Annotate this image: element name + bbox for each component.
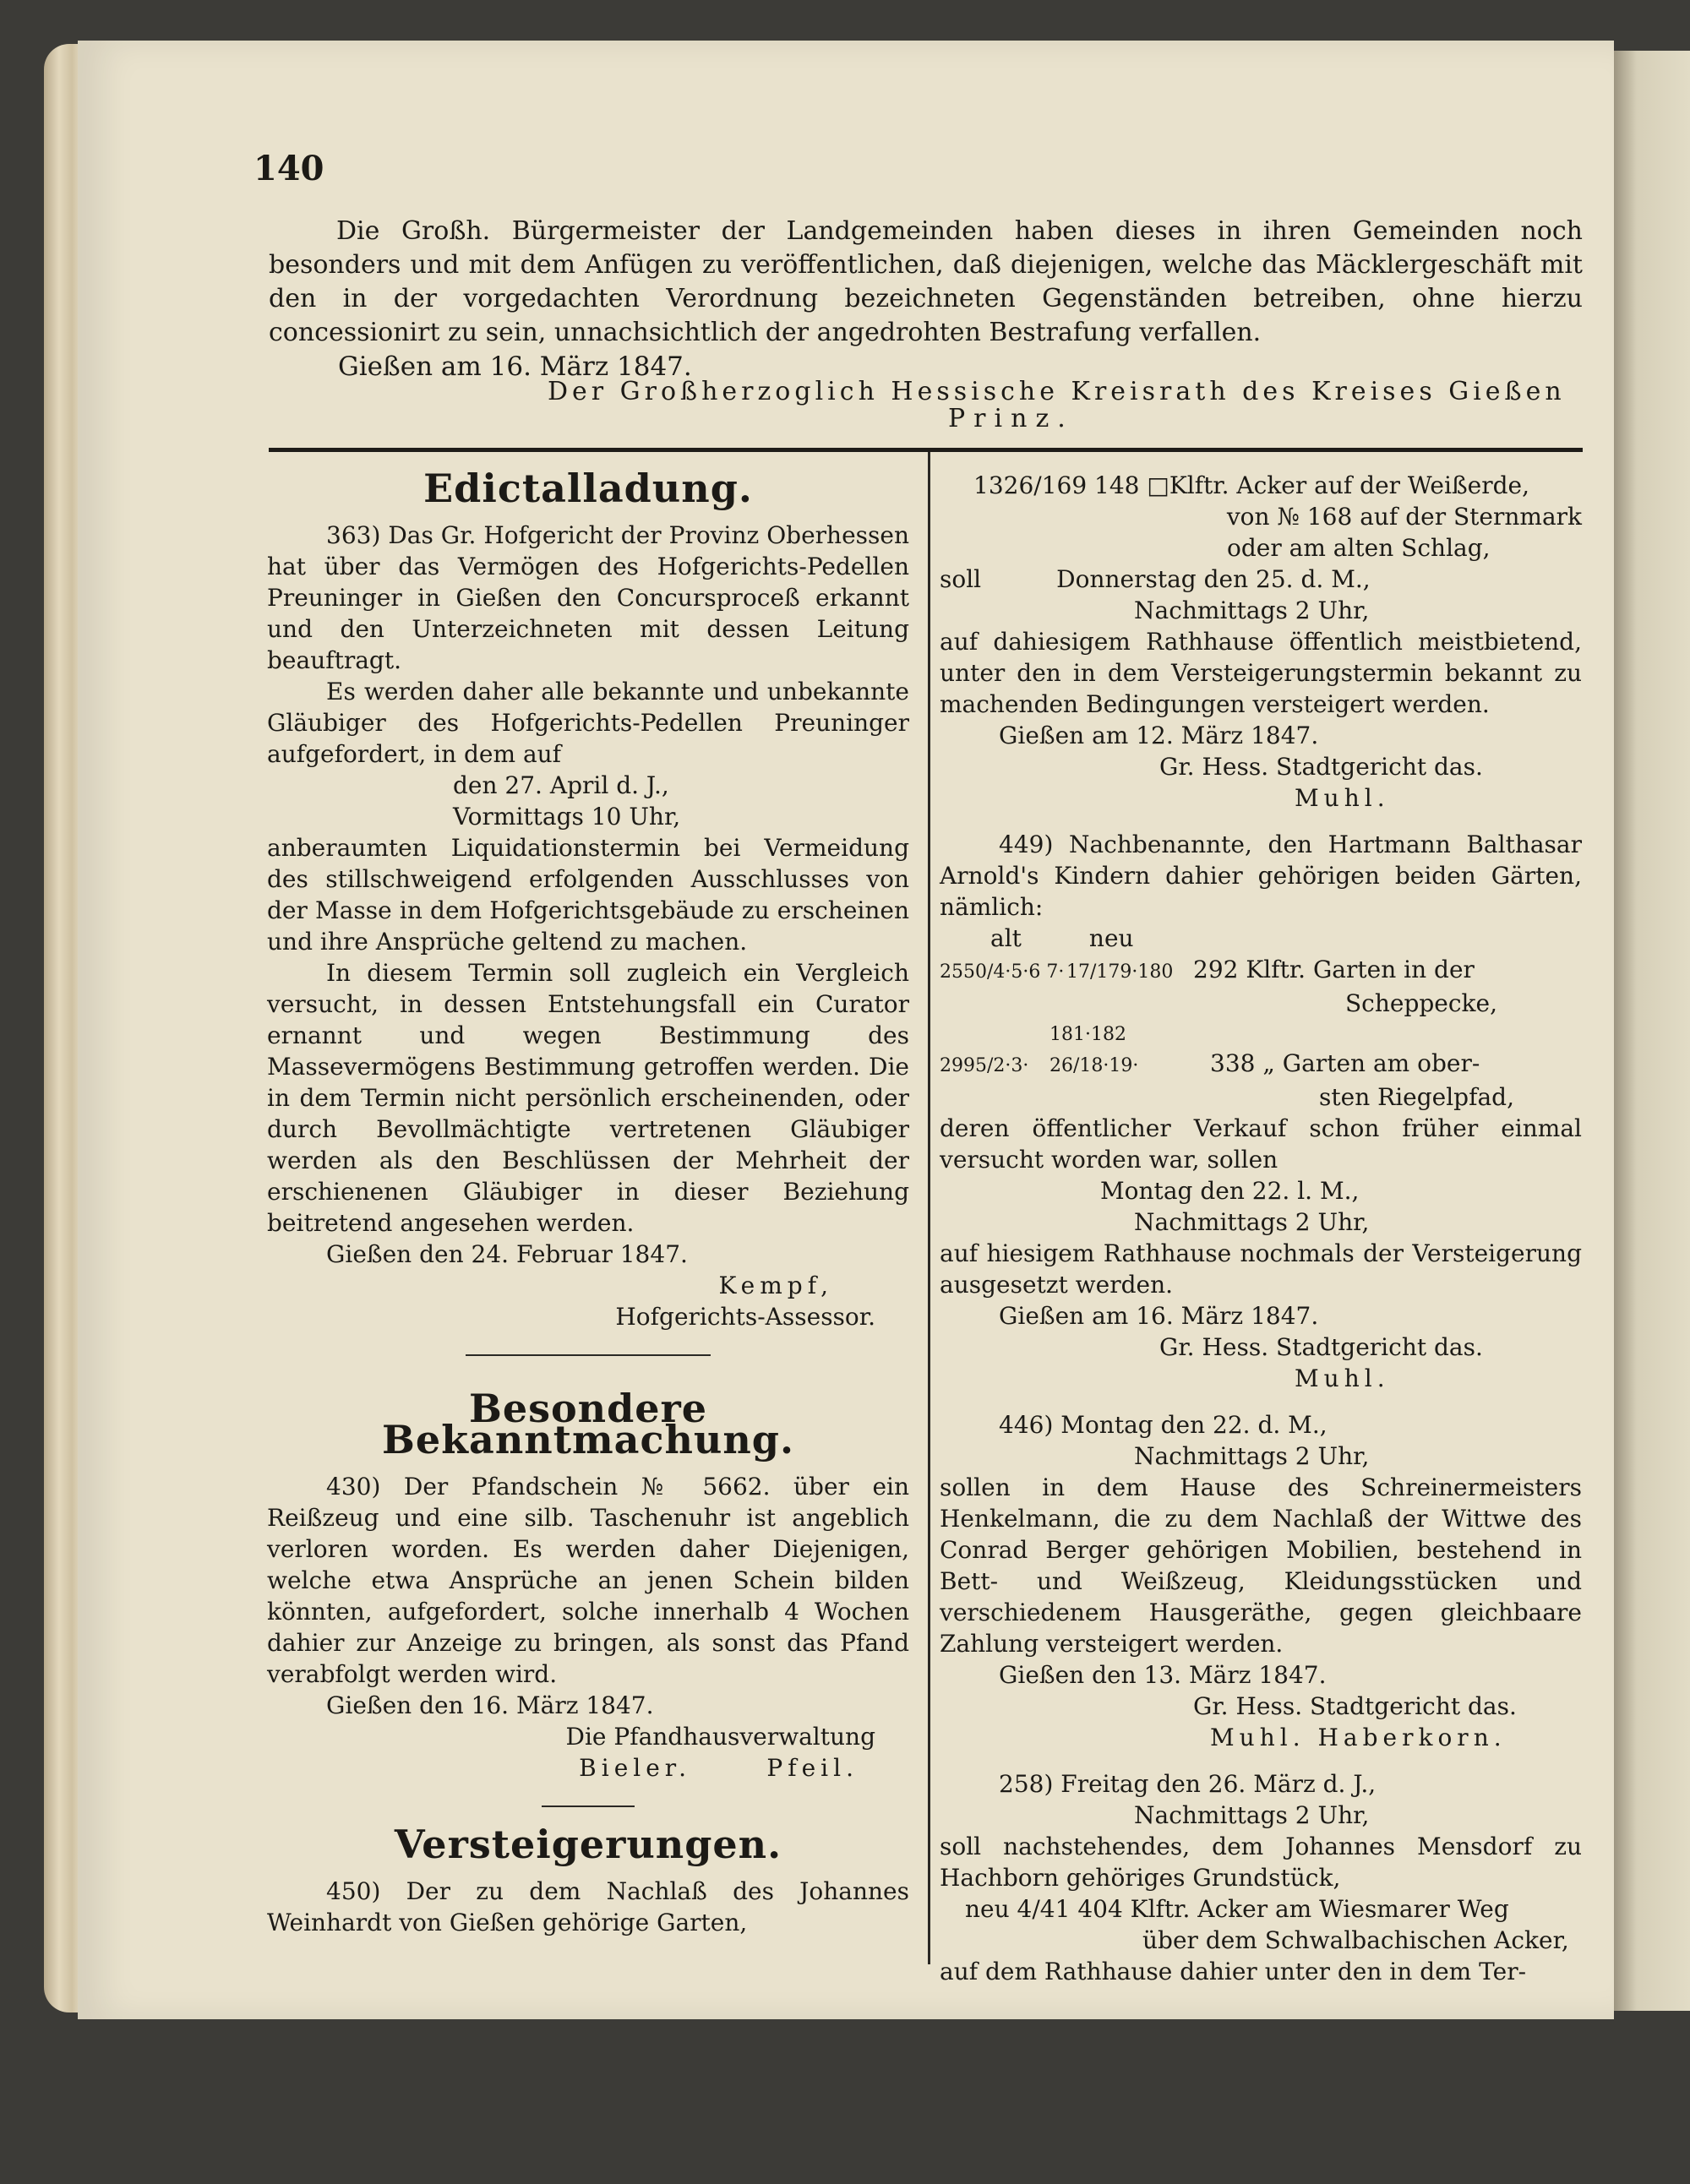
auction-signatory-name: Muhl. (1295, 784, 1390, 812)
notice-date: Gießen den 16. März 1847. (326, 1691, 654, 1719)
edict-paragraph-3: anberaumten Liquidationstermin bei Vermeidung des stillschweigend erfolgenden Ausschlusses von der Masse in dem Hofgerichtsgebäude zu erscheinen und ihre Ansprüche geltend zu machen. (267, 834, 909, 956)
auction-parcel-line: oder am alten Schlag, (1227, 534, 1491, 562)
notice-signatory-org: Die Pfandhausverwaltung (565, 1723, 875, 1751)
auction-time-line: Nachmittags 2 Uhr, (1134, 1208, 1370, 1236)
auction-time-line: Nachmittags 2 Uhr, (1134, 1801, 1370, 1829)
parcel-table-header (940, 923, 1582, 954)
auction-paragraph: auf dahiesigem Rathhause öffentlich meistbietend, unter den in dem Versteigerungstermin bekannt zu machenden Bedingungen versteigert werden. (940, 628, 1582, 718)
intro-paragraph: Die Großh. Bürgermeister der Landgemeinden haben dieses in ihren Gemeinden noch besonders und mit dem Anfügen zu veröffentlichen, daß diejenigen, welche das Mäcklergeschäft mit den in der vorgedachten Verordnung bezeichneten Gegenständen betreiben, ohne hierzu concessionirt zu sein, unnachsichtlich der angedrohten Bestrafung verfallen. (269, 216, 1583, 347)
page-edge-right (1614, 51, 1690, 2011)
auction-parcel-line: über dem Schwalbachischen Acker, (1142, 1926, 1569, 1954)
intro-date: Gießen am 16. März 1847. (338, 351, 692, 382)
auction-parcel-line: 1326/169 148 □Klftr. Acker auf der Weißerde, (973, 471, 1529, 499)
auction-parcel-line: neu 4/41 404 Klftr. Acker am Wiesmarer Weg (965, 1895, 1509, 1923)
auction-signatory-name: Muhl. (1295, 1364, 1390, 1392)
edict-heading: Edictalladung. (423, 466, 753, 511)
auction-paragraph: deren öffentlicher Verkauf schon früher einmal versucht worden war, sollen (940, 1114, 1582, 1174)
notice-heading: Besondere Bekanntmachung. (382, 1386, 794, 1462)
edict-date-line: den 27. April d. J., (453, 771, 669, 799)
parcel-description: 338 „ Garten am ober- (1210, 1049, 1480, 1077)
auction-date-line: 258) Freitag den 26. März d. J., (999, 1770, 1377, 1798)
notice-paragraph: 430) Der Pfandschein № 5662. über ein Reißzeug und eine silb. Taschenuhr ist angeblich verloren worden. Es werden daher Diejenigen, welche etwa Ansprüche an jenen Schein bilden könnten, aufgefordert, solche innerhalb 4 Wochen dahier zur Anzeige zu bringen, als sonst das Pfand verabfolgt werden wird. (267, 1473, 909, 1688)
intro-signature: Der Großherzoglich Hessische Kreisrath des Kreises Gießen (548, 377, 1566, 406)
auction-time-line: Nachmittags 2 Uhr, (1134, 596, 1370, 624)
auction-signature: Gr. Hess. Stadtgericht das. (1159, 1333, 1483, 1361)
parcel-old-number: 2550/4·5·6 7· (940, 961, 1065, 983)
auction-date: Gießen am 12. März 1847. (999, 722, 1319, 749)
intro-signatory-name: Prinz. (948, 404, 1074, 433)
auctions-heading: Versteigerungen. (394, 1822, 782, 1867)
column-neu: neu (1088, 924, 1134, 952)
parcel-description: 292 Klftr. Garten in der (1193, 956, 1475, 983)
column-divider (928, 452, 930, 1964)
right-column (940, 470, 1582, 1987)
auction-date: Gießen am 16. März 1847. (999, 1302, 1319, 1330)
auction-paragraph: sollen in dem Hause des Schreinermeisters Henkelmann, die zu dem Nachlaß der Wittwe des Conrad Berger gehörigen Mobilien, bestehend in Bett- und Weißzeug, Kleidungsstücken und verschiedenem Hausgeräthe, gegen gleichbaare Zahlung versteigert werden. (940, 1473, 1582, 1658)
auction-signature: Gr. Hess. Stadtgericht das. (1193, 1692, 1517, 1720)
auction-date-line: soll Donnerstag den 25. d. M., (940, 565, 1371, 593)
auction-paragraph: soll nachstehendes, dem Johannes Mensdorf zu Hachborn gehöriges Grundstück, (940, 1833, 1582, 1892)
parcel-new-number: 181·182 26/18·19· (1049, 1024, 1139, 1076)
auction-date: Gießen den 13. März 1847. (999, 1661, 1327, 1689)
edict-paragraph-2: Es werden daher alle bekannte und unbekannte Gläubiger des Hofgerichts-Pedellen Preuninger aufgefordert, in dem auf (267, 678, 909, 768)
edict-time-line: Vormittags 10 Uhr, (453, 803, 681, 831)
notice-signatory-names: Bieler. Pfeil. (579, 1754, 859, 1782)
auction-time-line: Nachmittags 2 Uhr, (1134, 1442, 1370, 1470)
auction-parcel-line: von № 168 auf der Sternmark (1226, 503, 1582, 531)
page-number: 140 (254, 149, 324, 188)
auction-date-line: Montag den 22. l. M., (1100, 1177, 1360, 1205)
auction-signature: Gr. Hess. Stadtgericht das. (1159, 753, 1483, 781)
parcel-row (940, 954, 1582, 988)
column-alt: alt (990, 924, 1022, 952)
parcel-new-number: 17/179·180 (1066, 961, 1174, 983)
edict-paragraph-1: 363) Das Gr. Hofgericht der Provinz Oberhessen hat über das Vermögen des Hofgerichts-Pedellen Preuninger in Gießen den Concursproceß erkannt und den Unterzeichneten mit dessen Leitung beauftragt. (267, 521, 909, 674)
parcel-description-cont: Scheppecke, (1344, 989, 1497, 1017)
edict-date: Gießen den 24. Februar 1847. (326, 1240, 688, 1268)
auction-paragraph-cont: auf dem Rathhause dahier unter den in dem Ter- (940, 1958, 1527, 1985)
edict-paragraph-4: In diesem Termin soll zugleich ein Vergleich versucht, in dessen Entstehungsfall ein Curator ernannt und wegen Bestimmung des Massevermögens Bestimmung getroffen werden. Die in dem Termin nicht persönlich erscheinenden, oder durch Bevollmächtigte vertretenen Gläubiger werden als den Beschlüssen der Mehrheit der erschienenen Gläubiger in dieser Beziehung beitretend angesehen werden. (267, 959, 909, 1237)
auction-450-paragraph: 450) Der zu dem Nachlaß des Johannes Weinhardt von Gießen gehörige Garten, (267, 1877, 909, 1936)
left-column (267, 466, 909, 1938)
auction-449-paragraph: 449) Nachbenannte, den Hartmann Balthasar Arnold's Kindern dahier gehörigen beiden Gärten, nämlich: (940, 831, 1582, 921)
parcel-description-cont: sten Riegelpfad, (1319, 1083, 1514, 1111)
parcel-row (940, 1019, 1582, 1081)
parcel-old-number: 2995/2·3· (940, 1055, 1029, 1076)
header-rule (269, 448, 1583, 452)
auction-signatory-names: Muhl. Haberkorn. (1210, 1724, 1507, 1751)
auction-paragraph: auf hiesigem Rathhause nochmals der Versteigerung ausgesetzt werden. (940, 1239, 1582, 1299)
auction-date-line: 446) Montag den 22. d. M., (999, 1411, 1327, 1439)
edict-signatory-title: Hofgerichts-Assessor. (615, 1303, 875, 1331)
edict-signatory-name: Kempf, (718, 1272, 833, 1299)
